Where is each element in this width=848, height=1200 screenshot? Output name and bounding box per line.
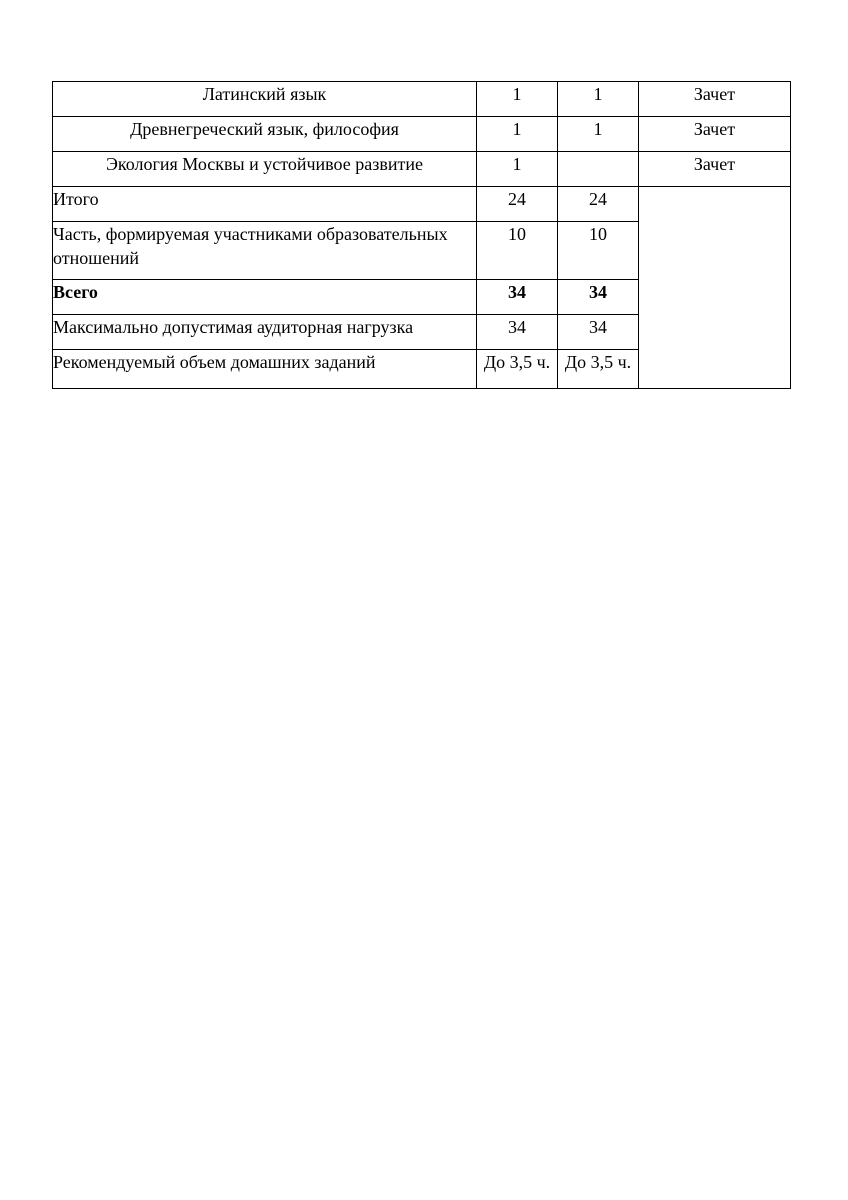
part-value: 10: [558, 222, 639, 280]
homework-label: Рекомендуемый объем домашних заданий: [53, 350, 477, 389]
hours-cell: [558, 152, 639, 187]
subject-cell: Латинский язык: [53, 82, 477, 117]
attestation-cell: Зачет: [639, 152, 791, 187]
hours-cell: 1: [477, 117, 558, 152]
attestation-cell: Зачет: [639, 82, 791, 117]
table-row: [53, 82, 791, 117]
itogo-label: Итого: [53, 187, 477, 222]
max-load-value: 34: [558, 315, 639, 350]
homework-value: До 3,5 ч.: [477, 350, 558, 389]
vsego-value: 34: [477, 280, 558, 315]
hours-cell: 1: [558, 82, 639, 117]
homework-value: До 3,5 ч.: [558, 350, 639, 389]
max-load-value: 34: [477, 315, 558, 350]
part-value: 10: [477, 222, 558, 280]
itogo-value: 24: [477, 187, 558, 222]
vsego-label: Всего: [53, 280, 477, 315]
empty-merged-cell: [639, 187, 791, 389]
itogo-value: 24: [558, 187, 639, 222]
vsego-value: 34: [558, 280, 639, 315]
attestation-cell: Зачет: [639, 117, 791, 152]
hours-cell: 1: [558, 117, 639, 152]
subject-cell: Древнегреческий язык, философия: [53, 117, 477, 152]
hours-cell: 1: [477, 82, 558, 117]
part-label: Часть, формируемая участниками образовательных отношений: [53, 222, 477, 280]
max-load-label: Максимально допустимая аудиторная нагрузка: [53, 315, 477, 350]
table-row: [53, 117, 791, 152]
table-row: [53, 187, 791, 222]
hours-cell: 1: [477, 152, 558, 187]
curriculum-table: [52, 81, 791, 389]
table-row: [53, 152, 791, 187]
subject-cell: Экология Москвы и устойчивое развитие: [53, 152, 477, 187]
